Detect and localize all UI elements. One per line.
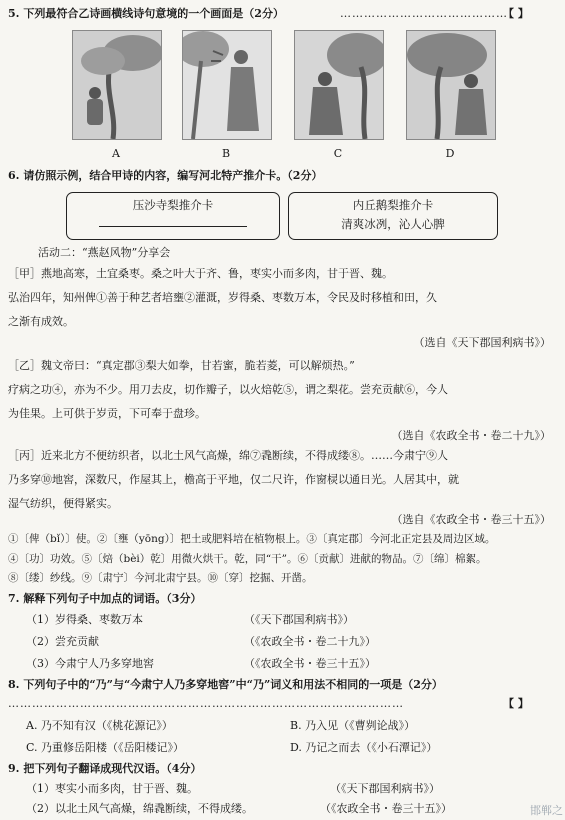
picture-label-a: A bbox=[112, 147, 120, 160]
q5-stem: 5. 下列最符合乙诗画横线诗句意境的一个画面是（2分） bbox=[8, 7, 284, 20]
watermark: 邯郸之 bbox=[530, 804, 563, 817]
q8-dots: ……………………………………………………………………………………… bbox=[8, 697, 404, 710]
q9-item1: （1）枣实小而多肉，甘于晋、魏。 bbox=[26, 782, 198, 795]
passage-jia-line1: ［甲］燕地高寒，土宜桑枣。桑之叶大于齐、鲁，枣实小而多肉，甘于晋、魏。 bbox=[8, 267, 393, 280]
q7-item3-source: （《农政全书・卷三十五》） bbox=[244, 657, 376, 670]
q9-item2-source: （《农政全书・卷三十五》） bbox=[320, 802, 452, 815]
q8-option-b[interactable]: B. 乃入见（《曹刿论战》） bbox=[290, 719, 416, 732]
q7-item3: （3）今肃宁人乃多穿地窖 bbox=[26, 657, 154, 670]
card-neiqiu-slogan: 清爽冰冽，沁人心脾 bbox=[341, 217, 445, 231]
notes-line1: ①〔俾（bǐ）〕使。②〔壅（yōng）〕把土或肥料培在植物根上。③〔真定郡〕今河北正定县及周边区域。 bbox=[8, 533, 496, 545]
picture-b bbox=[182, 30, 272, 140]
card-yashasi-title: 压沙寺梨推介卡 bbox=[132, 198, 214, 212]
passage-yi-line3: 为佳果。上可供于岁贡，下可奉于盘珍。 bbox=[8, 407, 206, 420]
q8-option-c[interactable]: C. 乃重修岳阳楼（《岳阳楼记》） bbox=[26, 741, 185, 754]
passage-yi-line2: 疗病之功④，亦为不少。用刀去皮，切作瓣子，以火焙乾⑤，谓之梨花。尝充贡献⑥，今人 bbox=[8, 383, 448, 396]
notes-line3: ⑧〔缕〕纱线。⑨〔肃宁〕今河北肃宁县。⑩〔穿〕挖掘、开凿。 bbox=[8, 572, 313, 584]
q7-item1: （1）岁得桑、枣数万本 bbox=[26, 613, 143, 626]
card-yashasi-pear bbox=[66, 192, 280, 240]
q7-stem: 7. 解释下列句子中加点的词语。（3分） bbox=[8, 592, 202, 605]
passage-yi-source: （选自《农政全书・卷二十九》） bbox=[391, 429, 551, 442]
notes-line2: ④〔功〕功效。⑤〔焙（bèi）乾〕用微火烘干。乾，同“干”。⑥〔贡献〕进献的物品。⑦〔绵〕棉絮。 bbox=[8, 553, 487, 565]
activity-title: 活动二：“燕赵风物”分享会 bbox=[38, 246, 171, 259]
passage-jia-line2: 弘治四年，知州俾①善于种艺者培壅②灌溉，岁得桑、枣数万本，令民及时移植和田，久 bbox=[8, 291, 437, 304]
q5-answer-bracket: 【 】 bbox=[503, 7, 529, 20]
card-neiqiu-title: 内丘鹅梨推介卡 bbox=[352, 198, 434, 212]
q6-stem: 6. 请仿照示例，结合甲诗的内容，编写河北特产推介卡。（2分） bbox=[8, 169, 323, 182]
card-neiqiu-pear bbox=[288, 192, 498, 240]
picture-label-c: C bbox=[333, 147, 343, 160]
passage-bing-line3: 湿气纺织，便得紧实。 bbox=[8, 497, 118, 510]
q8-stem: 8. 下列句子中的“乃”与“今肃宁人乃多穿地窖”中“乃”词义和用法不相同的一项是（2分） bbox=[8, 678, 443, 691]
q5-dots: …………………………………… bbox=[340, 7, 508, 20]
q8-answer-bracket: 【 】 bbox=[503, 697, 529, 710]
q7-item1-source: （《天下郡国利病书》） bbox=[244, 613, 354, 626]
picture-label-d: D bbox=[445, 147, 455, 160]
passage-bing-line2: 乃多穿⑩地窖，深数尺，作屋其上，檐高于平地，仅二尺许，作窗棂以通日光。人居其中，就 bbox=[8, 473, 459, 486]
passage-bing-line1: ［丙］近来北方不便纺织者，以北土风气高燥，绵⑦毳断续，不得成缕⑧。……今肃宁⑨人 bbox=[8, 449, 448, 462]
q7-item2-source: （《农政全书・卷二十九》） bbox=[244, 635, 376, 648]
passage-jia-line3: 之渐有成效。 bbox=[8, 315, 74, 328]
passage-bing-source: （选自《农政全书・卷三十五》） bbox=[391, 513, 551, 526]
q9-item1-source: （《天下郡国利病书》） bbox=[330, 782, 440, 795]
passage-yi-line1: ［乙］魏文帝曰：“真定郡③梨大如拳，甘若蜜，脆若菱，可以解烦热。” bbox=[8, 359, 355, 372]
card-answer-line[interactable] bbox=[99, 226, 247, 227]
picture-c bbox=[294, 30, 384, 140]
q9-stem: 9. 把下列句子翻译成现代汉语。（4分） bbox=[8, 762, 202, 775]
q9-item2: （2）以北土风气高燥，绵毳断续，不得成缕。 bbox=[26, 802, 253, 815]
picture-label-b: B bbox=[221, 147, 231, 160]
q8-option-d[interactable]: D. 乃记之而去（《小石潭记》） bbox=[290, 741, 438, 754]
q8-option-a[interactable]: A. 乃不知有汉（《桃花源记》） bbox=[26, 719, 173, 732]
picture-d bbox=[406, 30, 496, 140]
q7-item2: （2）尝充贡献 bbox=[26, 635, 99, 648]
picture-a bbox=[72, 30, 162, 140]
passage-jia-source: （选自《天下郡国利病书》） bbox=[413, 336, 551, 349]
